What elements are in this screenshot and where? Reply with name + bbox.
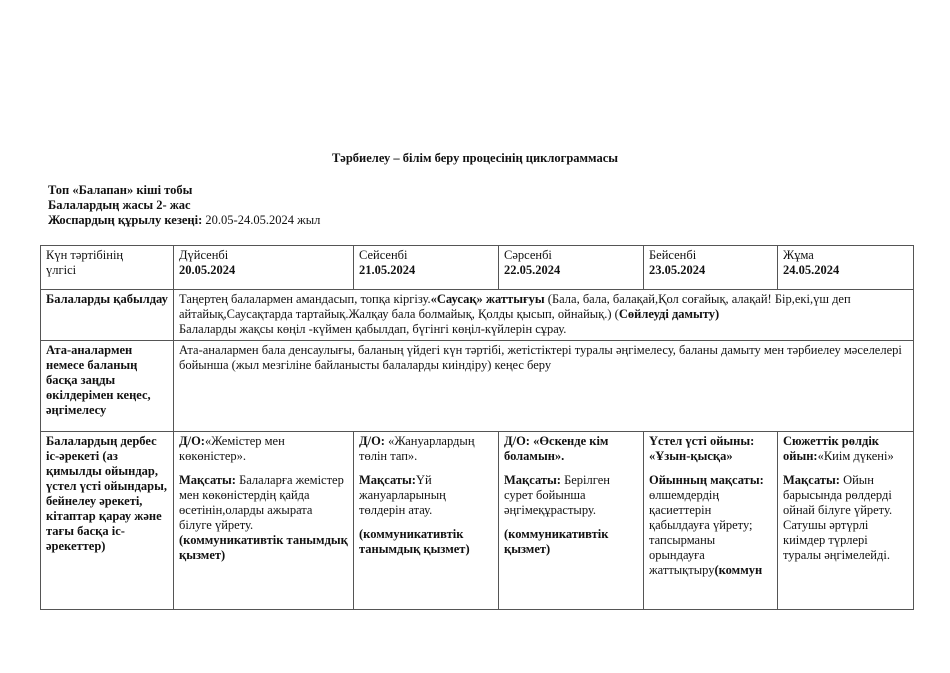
activity-monday: Д/О:«Жемістер мен көкөністер». Мақсаты: Балаларға жемістер мен көкөністердің қайда өсетінін,оларды ажырата білуге үйрету.(коммуникативтік танымдық қызмет)	[174, 432, 354, 610]
parents-label: Ата-аналармен немесе баланың басқа заңды өкілдерімен кеңес, әңгімелесу	[41, 341, 174, 432]
header-day-monday: Дүйсенбі 20.05.2024	[174, 246, 354, 290]
activity-thursday: Үстел үсті ойыны: «Ұзын-қысқа» Ойынның мақсаты: өлшемдердің қасиеттерін қабылдауға үйрету; тапсырманы орындауға жаттықтыру(коммун	[644, 432, 778, 610]
table-header-row	[41, 246, 914, 290]
cyclogram-table	[40, 245, 914, 610]
document-title: Тәрбиелеу – білім беру процесінің циклограммасы	[331, 151, 619, 165]
activity-wednesday: Д/О: «Өскенде кім боламын». Мақсаты: Берілген сурет бойынша әңгімеқұрастыру. (коммуникативтік қызмет)	[499, 432, 644, 610]
period-value: 20.05-24.05.2024 жыл	[202, 213, 321, 227]
period-line	[48, 213, 320, 228]
header-schedule-cell: Күн тәртібінің үлгісі	[41, 246, 174, 290]
header-day-wednesday: Сәрсенбі 22.05.2024	[499, 246, 644, 290]
reception-row	[41, 290, 914, 341]
activity-row	[41, 432, 914, 610]
activity-friday: Сюжеттік рөлдік ойын:«Киім дүкені» Мақсаты: Ойын барысында рөлдерді ойнай білуге үйрету. Сатушы әртүрлі киімдер түрлері туралы әңгімелейді.	[778, 432, 914, 610]
activity-tuesday: Д/О: «Жануарлардың төлін тап». Мақсаты:Үй жануарларының төлдерін атау. (коммуникативтік танымдық қызмет)	[354, 432, 499, 610]
reception-label: Балаларды қабылдау	[41, 290, 174, 341]
plan-meta	[48, 183, 320, 228]
header-day-thursday: Бейсенбі 23.05.2024	[644, 246, 778, 290]
period-label: Жоспардың құрылу кезеңі:	[48, 213, 203, 227]
activity-label: Балалардың дербес іс-әрекеті (аз қимылды ойындар, үстел үсті ойындары, бейнелеу әрекеті, кітаптар қарау және тағы басқа іс-әрекеттер)	[41, 432, 174, 610]
header-day-tuesday: Сейсенбі 21.05.2024	[354, 246, 499, 290]
group-line: Топ «Балапан» кіші тобы	[48, 183, 193, 197]
parents-row	[41, 341, 914, 432]
header-day-friday: Жұма 24.05.2024	[778, 246, 914, 290]
reception-content: Таңертең балалармен амандасып, топқа кіргізу.«Саусақ» жаттығуы (Бала, бала, балақай,Қол соғайық, алақай! Бір,екі,үш деп айтайық,Саусақтарда тартайық.Жалқау бала болмайық, Қолды қысып, ойнайық.) (Сөйлеуді дамыту) Балаларды жақсы көңіл -күймен қабылдап, бүгінгі көңіл-күйлерін сұрау.	[174, 290, 914, 341]
parents-content: Ата-аналармен бала денсаулығы, баланың үйдегі күн тәртібі, жетістіктері туралы әңгімелесу, баланы дамыту мен тәрбиелеу мәселелері бойынша (жыл мезгіліне байланысты балаларды киіндіру) кеңес беру	[174, 341, 914, 432]
age-line: Балалардың жасы 2- жас	[48, 198, 191, 212]
